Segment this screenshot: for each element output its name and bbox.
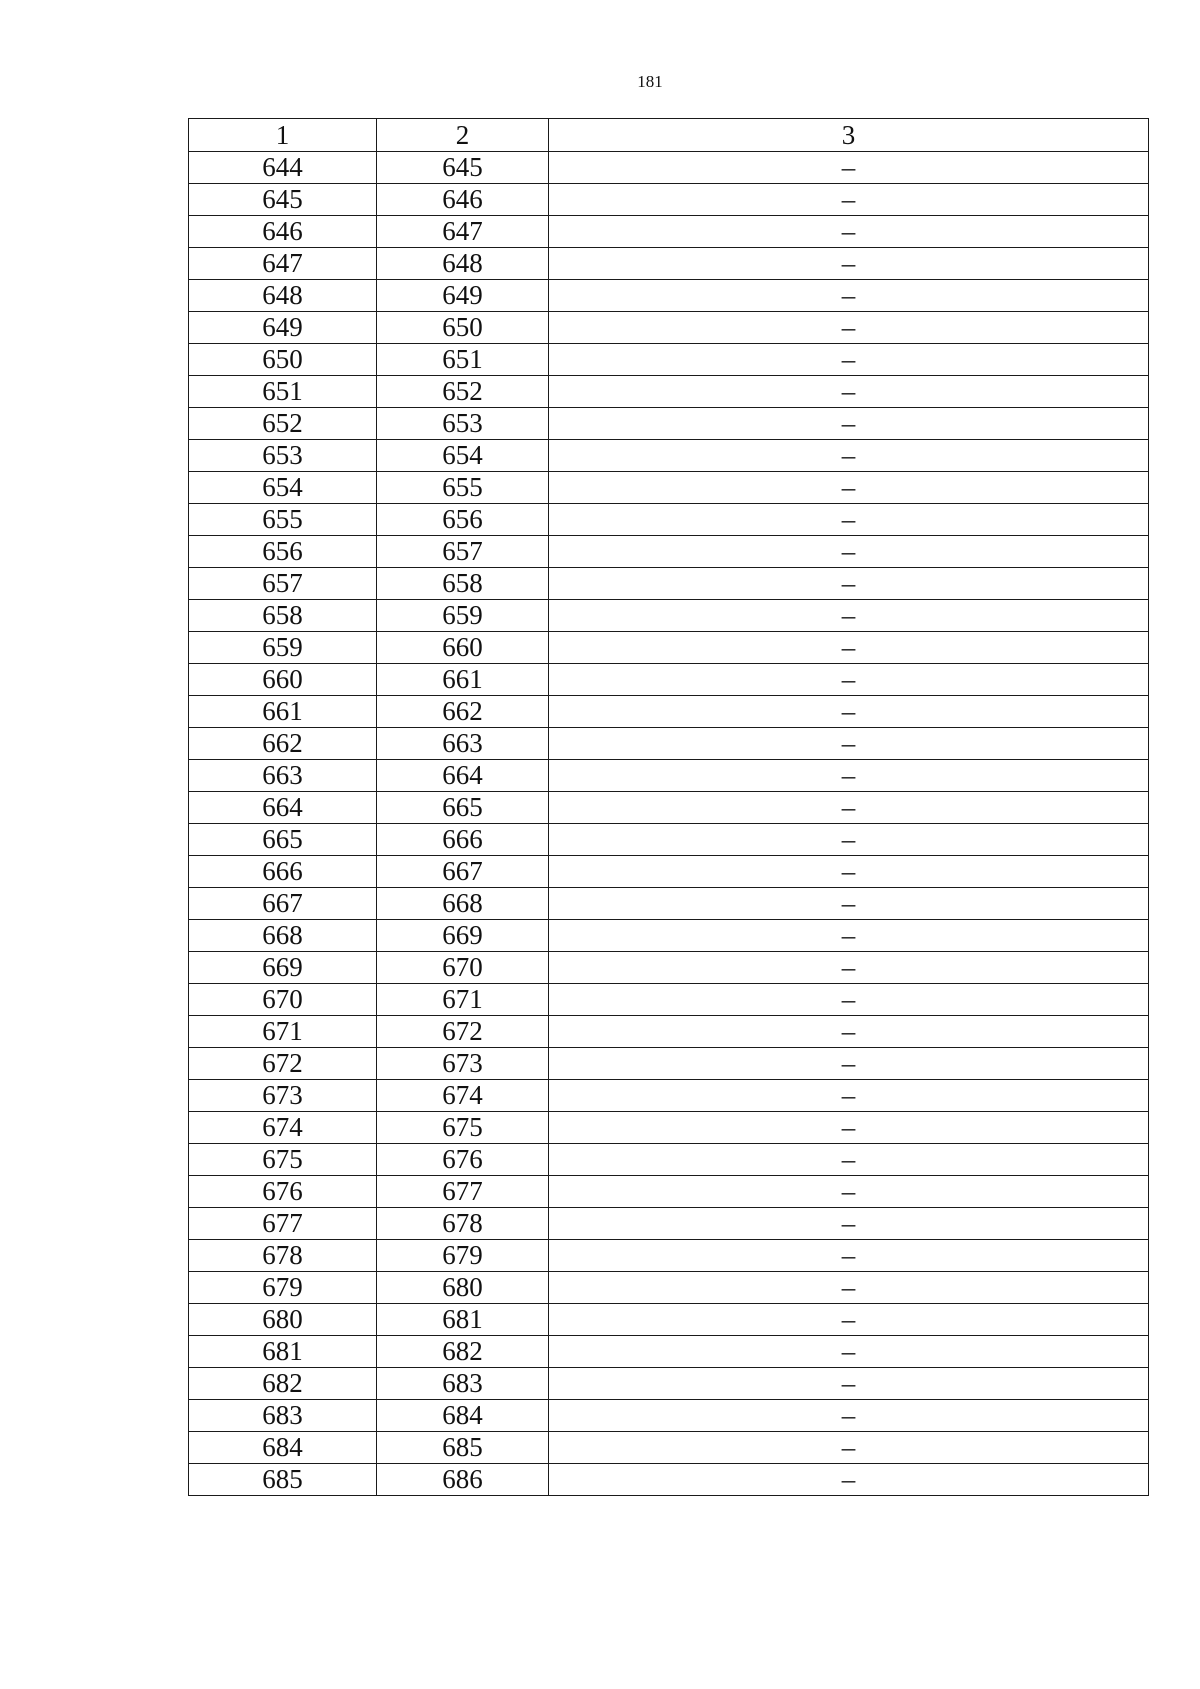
data-table (188, 118, 1149, 1496)
table-cell-col-1: 656 (189, 536, 377, 568)
table-cell-col-3: – (549, 1432, 1149, 1464)
table-cell-col-3: – (549, 280, 1149, 312)
table-cell-col-1: 685 (189, 1464, 377, 1496)
table-cell-col-3: – (549, 248, 1149, 280)
table-row (189, 824, 1149, 856)
table-cell-col-3: – (549, 184, 1149, 216)
table-cell-col-2: 668 (377, 888, 549, 920)
table-cell-col-1: 670 (189, 984, 377, 1016)
table-row (189, 1336, 1149, 1368)
table-cell-col-1: 649 (189, 312, 377, 344)
table-cell-col-2: 662 (377, 696, 549, 728)
table-cell-col-3: – (549, 984, 1149, 1016)
table-cell-col-3: – (549, 632, 1149, 664)
table-cell-col-2: 664 (377, 760, 549, 792)
table-cell-col-1: 682 (189, 1368, 377, 1400)
table-cell-col-3: – (549, 1080, 1149, 1112)
table-cell-col-1: 679 (189, 1272, 377, 1304)
table-cell-col-1: 668 (189, 920, 377, 952)
table-row (189, 1016, 1149, 1048)
table-cell-col-1: 650 (189, 344, 377, 376)
table-cell-col-1: 671 (189, 1016, 377, 1048)
table-cell-col-2: 684 (377, 1400, 549, 1432)
table-cell-col-2: 679 (377, 1240, 549, 1272)
table-row (189, 1112, 1149, 1144)
table-header-row (189, 119, 1149, 152)
table-cell-col-2: 675 (377, 1112, 549, 1144)
table-cell-col-1: 673 (189, 1080, 377, 1112)
table-row (189, 472, 1149, 504)
table-row (189, 536, 1149, 568)
table-cell-col-2: 672 (377, 1016, 549, 1048)
table-cell-col-2: 674 (377, 1080, 549, 1112)
table-row (189, 792, 1149, 824)
table-cell-col-2: 682 (377, 1336, 549, 1368)
table-cell-col-2: 652 (377, 376, 549, 408)
table-cell-col-3: – (549, 1176, 1149, 1208)
table-cell-col-3: – (549, 792, 1149, 824)
table-cell-col-2: 683 (377, 1368, 549, 1400)
column-header-2: 2 (377, 119, 549, 152)
table-cell-col-2: 655 (377, 472, 549, 504)
table-cell-col-2: 670 (377, 952, 549, 984)
table-row (189, 440, 1149, 472)
table-cell-col-1: 644 (189, 152, 377, 184)
table-row (189, 184, 1149, 216)
table-cell-col-1: 654 (189, 472, 377, 504)
table-row (189, 1048, 1149, 1080)
table-cell-col-1: 648 (189, 280, 377, 312)
table-cell-col-3: – (549, 376, 1149, 408)
table-cell-col-3: – (549, 312, 1149, 344)
table-cell-col-2: 680 (377, 1272, 549, 1304)
table-row (189, 280, 1149, 312)
table-cell-col-1: 676 (189, 1176, 377, 1208)
table-cell-col-3: – (549, 920, 1149, 952)
table-row (189, 728, 1149, 760)
table-row (189, 888, 1149, 920)
table-cell-col-1: 664 (189, 792, 377, 824)
table-cell-col-2: 676 (377, 1144, 549, 1176)
column-header-1: 1 (189, 119, 377, 152)
table-cell-col-1: 653 (189, 440, 377, 472)
table-row (189, 632, 1149, 664)
table-row (189, 1304, 1149, 1336)
table-cell-col-3: – (549, 440, 1149, 472)
table-cell-col-1: 666 (189, 856, 377, 888)
table-cell-col-1: 655 (189, 504, 377, 536)
table-cell-col-1: 647 (189, 248, 377, 280)
table-cell-col-3: – (549, 408, 1149, 440)
table-cell-col-1: 645 (189, 184, 377, 216)
table-cell-col-1: 680 (189, 1304, 377, 1336)
table-cell-col-2: 648 (377, 248, 549, 280)
table-cell-col-3: – (549, 696, 1149, 728)
table-cell-col-2: 647 (377, 216, 549, 248)
table-cell-col-2: 666 (377, 824, 549, 856)
table-cell-col-1: 658 (189, 600, 377, 632)
table-cell-col-2: 651 (377, 344, 549, 376)
table-cell-col-3: – (549, 1208, 1149, 1240)
table-cell-col-2: 677 (377, 1176, 549, 1208)
table-cell-col-1: 672 (189, 1048, 377, 1080)
table-row (189, 1080, 1149, 1112)
table-cell-col-1: 657 (189, 568, 377, 600)
table-cell-col-2: 657 (377, 536, 549, 568)
table-cell-col-2: 661 (377, 664, 549, 696)
table-cell-col-2: 671 (377, 984, 549, 1016)
table-cell-col-1: 677 (189, 1208, 377, 1240)
table-row (189, 376, 1149, 408)
table-cell-col-3: – (549, 1016, 1149, 1048)
table-cell-col-2: 654 (377, 440, 549, 472)
table-cell-col-3: – (549, 1336, 1149, 1368)
table-cell-col-1: 681 (189, 1336, 377, 1368)
table-cell-col-3: – (549, 728, 1149, 760)
table-cell-col-3: – (549, 1272, 1149, 1304)
table-cell-col-2: 653 (377, 408, 549, 440)
table-cell-col-1: 662 (189, 728, 377, 760)
table-cell-col-1: 675 (189, 1144, 377, 1176)
table-row (189, 504, 1149, 536)
table-cell-col-1: 674 (189, 1112, 377, 1144)
table-cell-col-3: – (549, 152, 1149, 184)
table-cell-col-3: – (549, 504, 1149, 536)
table-cell-col-2: 663 (377, 728, 549, 760)
table-row (189, 920, 1149, 952)
table-row (189, 408, 1149, 440)
table-cell-col-1: 661 (189, 696, 377, 728)
table-row (189, 1464, 1149, 1496)
table-cell-col-2: 660 (377, 632, 549, 664)
table-cell-col-3: – (549, 1240, 1149, 1272)
table-cell-col-2: 681 (377, 1304, 549, 1336)
table-cell-col-1: 651 (189, 376, 377, 408)
table-cell-col-2: 659 (377, 600, 549, 632)
table-cell-col-1: 665 (189, 824, 377, 856)
table-cell-col-1: 646 (189, 216, 377, 248)
table-row (189, 1400, 1149, 1432)
table-cell-col-3: – (549, 216, 1149, 248)
table-cell-col-2: 667 (377, 856, 549, 888)
table-cell-col-1: 684 (189, 1432, 377, 1464)
table-cell-col-3: – (549, 760, 1149, 792)
table-cell-col-3: – (549, 1304, 1149, 1336)
table-cell-col-1: 678 (189, 1240, 377, 1272)
table-cell-col-2: 673 (377, 1048, 549, 1080)
table-cell-col-3: – (549, 1112, 1149, 1144)
table-row (189, 344, 1149, 376)
table-cell-col-1: 667 (189, 888, 377, 920)
table-cell-col-3: – (549, 1464, 1149, 1496)
table-body (189, 152, 1149, 1496)
table-cell-col-3: – (549, 472, 1149, 504)
table-cell-col-2: 646 (377, 184, 549, 216)
table-row (189, 1144, 1149, 1176)
table-row (189, 248, 1149, 280)
table-cell-col-3: – (549, 664, 1149, 696)
table-cell-col-2: 665 (377, 792, 549, 824)
table-cell-col-2: 678 (377, 1208, 549, 1240)
table-cell-col-3: – (549, 568, 1149, 600)
table-cell-col-1: 663 (189, 760, 377, 792)
table-cell-col-1: 683 (189, 1400, 377, 1432)
table-cell-col-1: 659 (189, 632, 377, 664)
table-cell-col-3: – (549, 600, 1149, 632)
table-cell-col-2: 669 (377, 920, 549, 952)
table-row (189, 984, 1149, 1016)
page-number: 181 (637, 72, 663, 91)
table-cell-col-3: – (549, 1400, 1149, 1432)
table-cell-col-3: – (549, 1048, 1149, 1080)
table-row (189, 216, 1149, 248)
column-header-3: 3 (549, 119, 1149, 152)
table-row (189, 1272, 1149, 1304)
table-cell-col-3: – (549, 344, 1149, 376)
table-cell-col-3: – (549, 1144, 1149, 1176)
table-row (189, 664, 1149, 696)
table-row (189, 1240, 1149, 1272)
table-cell-col-2: 650 (377, 312, 549, 344)
table-cell-col-1: 669 (189, 952, 377, 984)
table-cell-col-2: 658 (377, 568, 549, 600)
table-row (189, 1176, 1149, 1208)
table-row (189, 600, 1149, 632)
table-cell-col-2: 656 (377, 504, 549, 536)
table-row (189, 1368, 1149, 1400)
table-row (189, 1432, 1149, 1464)
table-cell-col-3: – (549, 888, 1149, 920)
table-cell-col-2: 649 (377, 280, 549, 312)
table-cell-col-1: 660 (189, 664, 377, 696)
table-cell-col-3: – (549, 824, 1149, 856)
table-row (189, 952, 1149, 984)
table-cell-col-1: 652 (189, 408, 377, 440)
table-cell-col-2: 686 (377, 1464, 549, 1496)
table-cell-col-3: – (549, 1368, 1149, 1400)
table-cell-col-3: – (549, 856, 1149, 888)
table-row (189, 856, 1149, 888)
table-row (189, 760, 1149, 792)
table-cell-col-3: – (549, 536, 1149, 568)
table-row (189, 1208, 1149, 1240)
table-cell-col-2: 685 (377, 1432, 549, 1464)
table-row (189, 696, 1149, 728)
table-row (189, 152, 1149, 184)
table-row (189, 312, 1149, 344)
table-row (189, 568, 1149, 600)
table-cell-col-3: – (549, 952, 1149, 984)
table-cell-col-2: 645 (377, 152, 549, 184)
